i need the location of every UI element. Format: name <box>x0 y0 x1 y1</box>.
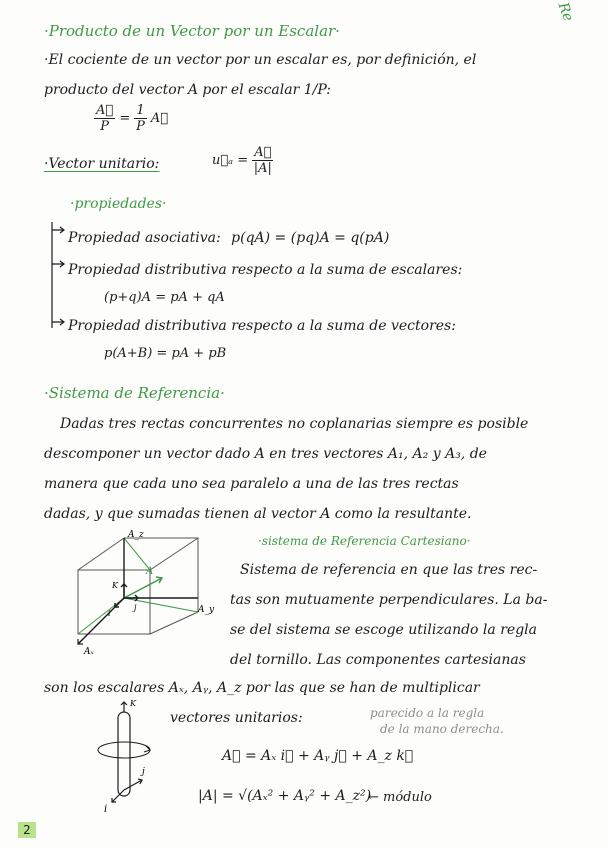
j-label: j <box>134 603 137 612</box>
corner-mark: Re <box>554 0 577 24</box>
formula-rhs-denominator: P <box>136 119 145 134</box>
formula-rhs-numerator: 1 <box>136 103 145 118</box>
paragraph2-line6: vectores unitarios: <box>170 710 303 726</box>
paragraph2-line2: tas son mutuamente perpendiculares. La ba- <box>230 592 548 608</box>
ax-label: Aₓ <box>84 647 94 656</box>
unit-vector-lhs: u⃗ₐ = <box>212 153 249 168</box>
screw-rule-diagram <box>86 694 166 824</box>
properties-title: ·propiedades· <box>70 196 167 212</box>
unit-vector-den: |A| <box>253 161 272 176</box>
cartesian-cube-diagram <box>66 526 226 656</box>
vector-a-arrow <box>124 577 162 598</box>
section-title-scalar-product: ·Producto de un Vector por un Escalar· <box>44 22 340 40</box>
screw-k-label: K <box>130 699 136 708</box>
property-distributive-scalars-formula: (p+q)A = pA + qA <box>104 290 225 305</box>
property-associative-text: Propiedad asociativa: <box>68 230 221 246</box>
k-label: K <box>112 581 118 590</box>
section-title-reference-system: ·Sistema de Referencia· <box>44 384 225 402</box>
paragraph2-line4: del tornillo. Las componentes cartesianas <box>230 652 526 668</box>
hand-rule-note-line2: de la mano derecha. <box>380 722 504 736</box>
a-label: A <box>146 566 154 577</box>
page-number-badge: 2 <box>18 822 36 838</box>
screw-i-label: i <box>104 804 108 815</box>
screw-j-label: j <box>142 767 145 777</box>
definition-line-1: ·El cociente de un vector por un escalar es, por definición, el <box>44 52 477 68</box>
cartesian-subtitle: ·sistema de Referencia Cartesiano· <box>258 534 471 548</box>
paragraph1-line1: Dadas tres rectas concurrentes no coplanarias siempre es posible <box>60 416 529 432</box>
property-distributive-vectors: Propiedad distributiva respecto a la suma de vectores: <box>68 318 456 334</box>
formula-rhs-vector: A⃗ <box>150 111 169 126</box>
paragraph2-line1: Sistema de referencia en que las tres rec- <box>240 562 538 578</box>
unit-vector-formula <box>212 146 273 175</box>
cartesian-vector-formula: A⃗ = Aₓ i⃗ + Aᵧ j⃗ + A_z k⃗ <box>222 748 414 764</box>
paragraph1-line2: descomponer un vector dado A en tres vectores A₁, A₂ y A₃, de <box>44 446 487 462</box>
formula-numerator: A⃗ <box>96 103 114 118</box>
unit-vector-num: A⃗ <box>254 145 272 160</box>
property-distributive-scalars: Propiedad distributiva respecto a la suma de escalares: <box>68 262 463 278</box>
modulo-formula: |A| = √(Aₓ² + Aᵧ² + A_z²) <box>198 788 372 804</box>
properties-bracket <box>44 218 68 334</box>
scalar-division-formula <box>94 104 168 133</box>
hand-rule-note-line1: parecido a la regla <box>370 706 485 720</box>
modulo-label: ← módulo <box>368 790 432 805</box>
property-associative-formula: p(qA) = (pq)A = q(pA) <box>231 230 390 246</box>
paragraph2-line5: son los escalares Aₓ, Aᵧ, A_z por las que se han de multiplicar <box>44 680 480 696</box>
ay-label: A_y <box>198 605 215 615</box>
unit-vector-title: ·Vector unitario: <box>44 156 160 172</box>
paragraph1-line4: dadas, y que sumadas tienen al vector A como la resultante. <box>44 506 472 522</box>
definition-line-2: producto del vector A por el escalar 1/P: <box>44 82 332 98</box>
unit-vector-label <box>44 156 159 172</box>
paragraph2-line3: se del sistema se escoge utilizando la regla <box>230 622 537 638</box>
property-associative <box>68 230 389 246</box>
formula-denominator: P <box>100 119 109 134</box>
paragraph1-line3: manera que cada uno sea paralelo a una de las tres rectas <box>44 476 459 492</box>
az-label: A_z <box>128 530 144 540</box>
property-distributive-vectors-formula: p(A+B) = pA + pB <box>104 346 227 361</box>
formula-equals: = <box>119 111 131 126</box>
i-label: i <box>108 609 111 618</box>
